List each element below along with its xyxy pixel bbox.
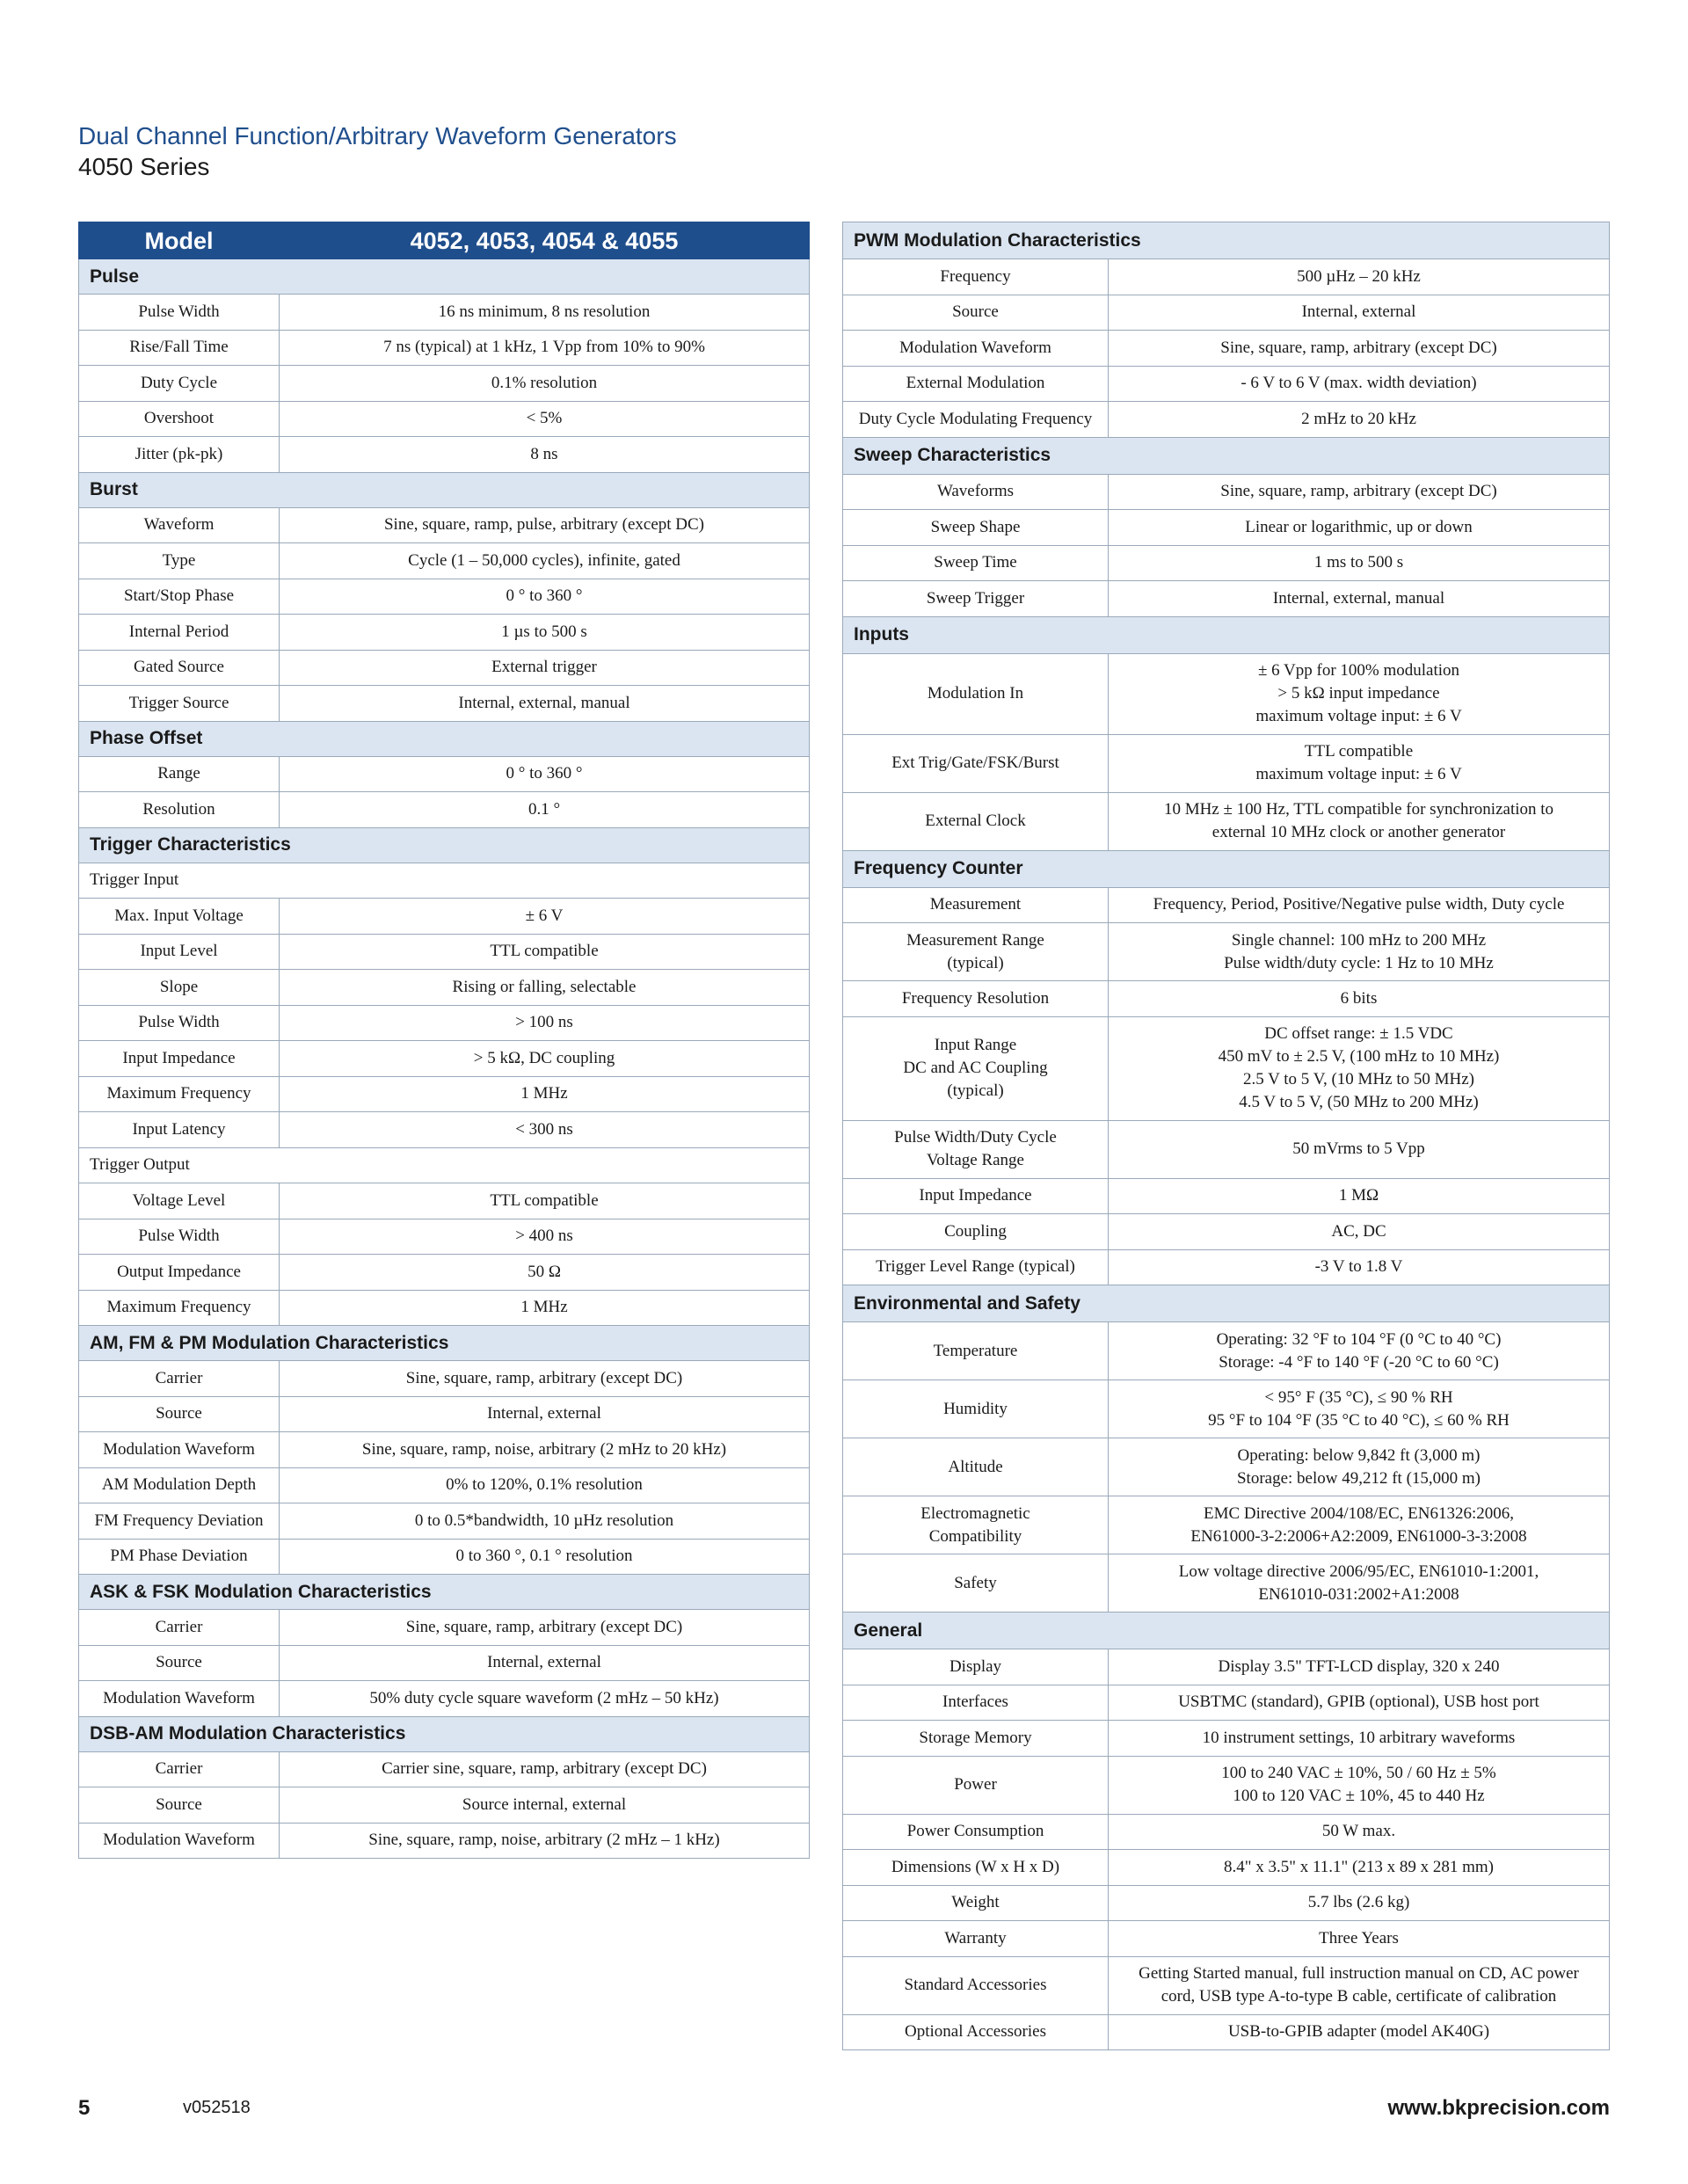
spec-row-type <box>79 543 810 579</box>
spec-row-overshoot <box>79 401 810 437</box>
spec-row-measurement-range-typical <box>843 923 1610 981</box>
spec-label: Electromagnetic Compatibility <box>843 1496 1109 1554</box>
spec-row-measurement <box>843 887 1610 923</box>
spec-label: Type <box>79 543 280 579</box>
spec-label: Weight <box>843 1885 1109 1921</box>
spec-row-source <box>79 1787 810 1824</box>
spec-row-am-modulation-depth <box>79 1467 810 1503</box>
spec-value: Internal, external, manual <box>1109 581 1610 617</box>
model-header-row <box>79 222 810 259</box>
spec-row-power <box>843 1756 1610 1814</box>
spec-row-resolution <box>79 792 810 828</box>
spec-label: Display <box>843 1649 1109 1685</box>
spec-label: Frequency <box>843 259 1109 295</box>
spec-label: Pulse Width/Duty Cycle Voltage Range <box>843 1120 1109 1178</box>
spec-row-electromagnetic-compatibility <box>843 1496 1610 1554</box>
section-header-environmental-and-safety <box>843 1285 1610 1322</box>
spec-row-external-clock <box>843 792 1610 850</box>
section-header-general <box>843 1613 1610 1649</box>
section-header-dsb-am-modulation-characteristics <box>79 1716 810 1751</box>
spec-value: Low voltage directive 2006/95/EC, EN61010-1:2001, EN61010-031:2002+A1:2008 <box>1109 1554 1610 1613</box>
spec-label: Overshoot <box>79 401 280 437</box>
spec-row-pulse-width <box>79 1005 810 1041</box>
spec-row-dimensions-w-x-h-x-d <box>843 1850 1610 1886</box>
spec-label: Power Consumption <box>843 1814 1109 1850</box>
section-header-pulse <box>79 259 810 295</box>
spec-label: Interfaces <box>843 1685 1109 1721</box>
spec-row-pulse-width-duty-cycle-voltage-range <box>843 1120 1610 1178</box>
spec-label: Ext Trig/Gate/FSK/Burst <box>843 734 1109 792</box>
spec-row-maximum-frequency <box>79 1076 810 1112</box>
model-value: 4052, 4053, 4054 & 4055 <box>280 222 810 259</box>
spec-value: 100 to 240 VAC ± 10%, 50 / 60 Hz ± 5% 100 to 120 VAC ± 10%, 45 to 440 Hz <box>1109 1756 1610 1814</box>
spec-value: Sine, square, ramp, arbitrary (except DC) <box>280 1610 810 1646</box>
spec-label: Carrier <box>79 1751 280 1787</box>
spec-row-carrier <box>79 1751 810 1787</box>
spec-label: Maximum Frequency <box>79 1290 280 1326</box>
section-header-am-fm-pm-modulation-characteristics <box>79 1326 810 1361</box>
spec-row-internal-period <box>79 615 810 651</box>
spec-label: Maximum Frequency <box>79 1076 280 1112</box>
model-label: Model <box>79 222 280 259</box>
spec-label: Storage Memory <box>843 1721 1109 1757</box>
spec-row-input-level <box>79 934 810 970</box>
spec-row-storage-memory <box>843 1721 1610 1757</box>
spec-row-power-consumption <box>843 1814 1610 1850</box>
spec-label: Sweep Time <box>843 545 1109 581</box>
spec-label: Trigger Source <box>79 686 280 722</box>
spec-label: Pulse Width <box>79 1219 280 1255</box>
spec-value: Sine, square, ramp, pulse, arbitrary (except DC) <box>280 507 810 543</box>
spec-row-jitter-pk-pk <box>79 437 810 473</box>
spec-value: 50 W max. <box>1109 1814 1610 1850</box>
spec-row-altitude <box>843 1438 1610 1496</box>
left-spec-column <box>78 222 810 1859</box>
spec-row-input-range-dc-and-ac-coupling-typical <box>843 1016 1610 1120</box>
spec-row-standard-accessories <box>843 1956 1610 2014</box>
spec-label: PM Phase Deviation <box>79 1539 280 1575</box>
section-header-ask-fsk-modulation-characteristics <box>79 1575 810 1610</box>
section-title: General <box>843 1613 1610 1649</box>
spec-row-input-latency <box>79 1112 810 1148</box>
spec-label: Duty Cycle Modulating Frequency <box>843 402 1109 438</box>
spec-value: Internal, external <box>280 1645 810 1681</box>
spec-row-waveforms <box>843 474 1610 510</box>
spec-value: AC, DC <box>1109 1214 1610 1250</box>
spec-row-ext-trig-gate-fsk-burst <box>843 734 1610 792</box>
spec-label: Resolution <box>79 792 280 828</box>
spec-value: > 400 ns <box>280 1219 810 1255</box>
spec-label: Trigger Level Range (typical) <box>843 1249 1109 1285</box>
spec-row-rise-fall-time <box>79 330 810 366</box>
spec-row-sweep-shape <box>843 510 1610 546</box>
spec-label: Frequency Resolution <box>843 981 1109 1017</box>
spec-value: Carrier sine, square, ramp, arbitrary (except DC) <box>280 1751 810 1787</box>
spec-value: 0.1 ° <box>280 792 810 828</box>
section-title: AM, FM & PM Modulation Characteristics <box>79 1326 810 1361</box>
spec-label: Standard Accessories <box>843 1956 1109 2014</box>
spec-row-safety <box>843 1554 1610 1613</box>
spec-row-source <box>79 1645 810 1681</box>
spec-row-max-input-voltage <box>79 899 810 935</box>
spec-value: ± 6 V <box>280 899 810 935</box>
spec-value: 0 to 360 °, 0.1 ° resolution <box>280 1539 810 1575</box>
spec-value: EMC Directive 2004/108/EC, EN61326:2006, EN61000-3-2:2006+A2:2009, EN61000-3-3:2008 <box>1109 1496 1610 1554</box>
spec-label: Modulation Waveform <box>79 1681 280 1717</box>
spec-value: Internal, external, manual <box>280 686 810 722</box>
spec-label: Duty Cycle <box>79 366 280 402</box>
spec-label: Altitude <box>843 1438 1109 1496</box>
spec-value: Sine, square, ramp, arbitrary (except DC) <box>280 1361 810 1397</box>
spec-value: 50% duty cycle square waveform (2 mHz – 50 kHz) <box>280 1681 810 1717</box>
website-url: www.bkprecision.com <box>1387 2096 1610 2120</box>
spec-label: Safety <box>843 1554 1109 1613</box>
spec-row-waveform <box>79 507 810 543</box>
spec-label: Measurement Range (typical) <box>843 923 1109 981</box>
spec-label: Modulation In <box>843 653 1109 734</box>
spec-value: Sine, square, ramp, arbitrary (except DC) <box>1109 474 1610 510</box>
spec-row-optional-accessories <box>843 2014 1610 2050</box>
spec-value: External trigger <box>280 650 810 686</box>
spec-value: -3 V to 1.8 V <box>1109 1249 1610 1285</box>
spec-row-sweep-trigger <box>843 581 1610 617</box>
spec-row-fm-frequency-deviation <box>79 1503 810 1540</box>
spec-value: Frequency, Period, Positive/Negative pulse width, Duty cycle <box>1109 887 1610 923</box>
spec-row-carrier <box>79 1361 810 1397</box>
section-title: DSB-AM Modulation Characteristics <box>79 1716 810 1751</box>
spec-row-frequency <box>843 259 1610 295</box>
spec-label: Max. Input Voltage <box>79 899 280 935</box>
spec-value: 0 to 0.5*bandwidth, 10 µHz resolution <box>280 1503 810 1540</box>
spec-value: 1 µs to 500 s <box>280 615 810 651</box>
spec-row-modulation-waveform <box>79 1681 810 1717</box>
page-title: Dual Channel Function/Arbitrary Waveform Generators <box>78 122 677 149</box>
spec-row-source <box>843 295 1610 331</box>
spec-value: TTL compatible <box>280 1183 810 1219</box>
spec-value: Rising or falling, selectable <box>280 970 810 1006</box>
spec-row-interfaces <box>843 1685 1610 1721</box>
spec-value: - 6 V to 6 V (max. width deviation) <box>1109 366 1610 402</box>
spec-value: 6 bits <box>1109 981 1610 1017</box>
spec-label: Internal Period <box>79 615 280 651</box>
section-title: Frequency Counter <box>843 850 1610 887</box>
spec-value: 0% to 120%, 0.1% resolution <box>280 1467 810 1503</box>
spec-row-frequency-resolution <box>843 981 1610 1017</box>
subsection-row-trigger-input <box>79 863 810 899</box>
spec-label: Input Range DC and AC Coupling (typical) <box>843 1016 1109 1120</box>
spec-label: FM Frequency Deviation <box>79 1503 280 1540</box>
spec-row-humidity <box>843 1380 1610 1438</box>
section-title: ASK & FSK Modulation Characteristics <box>79 1575 810 1610</box>
spec-label: Modulation Waveform <box>843 331 1109 367</box>
subsection-row-trigger-output <box>79 1147 810 1183</box>
spec-value: ± 6 Vpp for 100% modulation > 5 kΩ input impedance maximum voltage input: ± 6 V <box>1109 653 1610 734</box>
spec-label: Sweep Trigger <box>843 581 1109 617</box>
spec-label: Rise/Fall Time <box>79 330 280 366</box>
spec-value: Single channel: 100 mHz to 200 MHz Pulse width/duty cycle: 1 Hz to 10 MHz <box>1109 923 1610 981</box>
spec-row-weight <box>843 1885 1610 1921</box>
spec-label: Warranty <box>843 1921 1109 1957</box>
spec-value: < 5% <box>280 401 810 437</box>
spec-value: 7 ns (typical) at 1 kHz, 1 Vpp from 10% to 90% <box>280 330 810 366</box>
spec-value: Linear or logarithmic, up or down <box>1109 510 1610 546</box>
spec-label: Dimensions (W x H x D) <box>843 1850 1109 1886</box>
spec-value: 0 ° to 360 ° <box>280 579 810 615</box>
spec-row-modulation-waveform <box>79 1432 810 1468</box>
spec-label: Temperature <box>843 1322 1109 1380</box>
spec-label: Slope <box>79 970 280 1006</box>
spec-row-display <box>843 1649 1610 1685</box>
section-header-sweep-characteristics <box>843 437 1610 474</box>
spec-label: Carrier <box>79 1361 280 1397</box>
spec-row-output-impedance <box>79 1255 810 1291</box>
spec-label: External Modulation <box>843 366 1109 402</box>
spec-label: Modulation Waveform <box>79 1823 280 1859</box>
section-title: Burst <box>79 472 810 507</box>
spec-label: Input Latency <box>79 1112 280 1148</box>
spec-label: AM Modulation Depth <box>79 1467 280 1503</box>
section-title: Inputs <box>843 616 1610 653</box>
spec-value: 10 instrument settings, 10 arbitrary waveforms <box>1109 1721 1610 1757</box>
section-title: Trigger Characteristics <box>79 827 810 863</box>
section-title: Pulse <box>79 259 810 295</box>
spec-value: 0 ° to 360 ° <box>280 756 810 792</box>
spec-value: 5.7 lbs (2.6 kg) <box>1109 1885 1610 1921</box>
spec-label: Source <box>79 1787 280 1824</box>
subsection-label: Trigger Input <box>79 863 810 899</box>
left-spec-table <box>78 222 810 1859</box>
spec-label: Humidity <box>843 1380 1109 1438</box>
spec-value: 1 MΩ <box>1109 1178 1610 1214</box>
page-subtitle: 4050 Series <box>78 153 210 180</box>
spec-row-range <box>79 756 810 792</box>
spec-value: 0.1% resolution <box>280 366 810 402</box>
section-title: Sweep Characteristics <box>843 437 1610 474</box>
spec-row-modulation-waveform <box>843 331 1610 367</box>
spec-label: Waveform <box>79 507 280 543</box>
spec-row-source <box>79 1396 810 1432</box>
spec-value: Getting Started manual, full instruction manual on CD, AC power cord, USB type A-to-type B cable, certificate of calibration <box>1109 1956 1610 2014</box>
spec-label: Input Impedance <box>843 1178 1109 1214</box>
spec-value: Internal, external <box>1109 295 1610 331</box>
spec-value: Operating: 32 °F to 104 °F (0 °C to 40 °C) Storage: -4 °F to 140 °F (-20 °C to 60 °C) <box>1109 1322 1610 1380</box>
spec-value: Cycle (1 – 50,000 cycles), infinite, gated <box>280 543 810 579</box>
spec-value: 50 Ω <box>280 1255 810 1291</box>
spec-label: Modulation Waveform <box>79 1432 280 1468</box>
spec-label: Gated Source <box>79 650 280 686</box>
spec-row-modulation-in <box>843 653 1610 734</box>
spec-value: 16 ns minimum, 8 ns resolution <box>280 295 810 331</box>
spec-label: External Clock <box>843 792 1109 850</box>
spec-value: Source internal, external <box>280 1787 810 1824</box>
section-header-trigger-characteristics <box>79 827 810 863</box>
spec-row-pulse-width <box>79 1219 810 1255</box>
spec-label: Pulse Width <box>79 1005 280 1041</box>
section-header-frequency-counter <box>843 850 1610 887</box>
spec-row-modulation-waveform <box>79 1823 810 1859</box>
spec-label: Power <box>843 1756 1109 1814</box>
spec-label: Range <box>79 756 280 792</box>
section-title: PWM Modulation Characteristics <box>843 222 1610 259</box>
section-title: Environmental and Safety <box>843 1285 1610 1322</box>
spec-value: 8.4" x 3.5" x 11.1" (213 x 89 x 281 mm) <box>1109 1850 1610 1886</box>
spec-row-external-modulation <box>843 366 1610 402</box>
page-number: 5 <box>78 2096 91 2120</box>
spec-value: 1 MHz <box>280 1290 810 1326</box>
spec-label: Source <box>843 295 1109 331</box>
section-header-phase-offset <box>79 721 810 756</box>
spec-label: Pulse Width <box>79 295 280 331</box>
spec-row-pulse-width <box>79 295 810 331</box>
spec-label: Sweep Shape <box>843 510 1109 546</box>
spec-row-slope <box>79 970 810 1006</box>
spec-label: Source <box>79 1645 280 1681</box>
right-spec-body <box>843 222 1610 2050</box>
right-spec-table <box>842 222 1610 2050</box>
spec-value: Three Years <box>1109 1921 1610 1957</box>
spec-value: Operating: below 9,842 ft (3,000 m) Storage: below 49,212 ft (15,000 m) <box>1109 1438 1610 1496</box>
right-spec-column <box>842 222 1610 2050</box>
spec-value: TTL compatible maximum voltage input: ± 6 V <box>1109 734 1610 792</box>
spec-value: Display 3.5" TFT-LCD display, 320 x 240 <box>1109 1649 1610 1685</box>
spec-value: > 5 kΩ, DC coupling <box>280 1041 810 1077</box>
spec-row-sweep-time <box>843 545 1610 581</box>
spec-label: Voltage Level <box>79 1183 280 1219</box>
spec-value: DC offset range: ± 1.5 VDC 450 mV to ± 2.5 V, (100 mHz to 10 MHz) 2.5 V to 5 V, (10 MHz to 50 MHz) 4.5 V to 5 V, (50 MHz to 200 MHz) <box>1109 1016 1610 1120</box>
spec-value: > 100 ns <box>280 1005 810 1041</box>
spec-value: USB-to-GPIB adapter (model AK40G) <box>1109 2014 1610 2050</box>
spec-row-voltage-level <box>79 1183 810 1219</box>
spec-value: USBTMC (standard), GPIB (optional), USB host port <box>1109 1685 1610 1721</box>
spec-value: 1 MHz <box>280 1076 810 1112</box>
section-header-inputs <box>843 616 1610 653</box>
spec-value: Internal, external <box>280 1396 810 1432</box>
spec-value: Sine, square, ramp, noise, arbitrary (2 mHz to 20 kHz) <box>280 1432 810 1468</box>
spec-label: Optional Accessories <box>843 2014 1109 2050</box>
spec-label: Carrier <box>79 1610 280 1646</box>
spec-row-trigger-source <box>79 686 810 722</box>
spec-value: Sine, square, ramp, noise, arbitrary (2 mHz – 1 kHz) <box>280 1823 810 1859</box>
spec-value: 1 ms to 500 s <box>1109 545 1610 581</box>
section-title: Phase Offset <box>79 721 810 756</box>
spec-row-duty-cycle <box>79 366 810 402</box>
spec-row-input-impedance <box>843 1178 1610 1214</box>
spec-value: Sine, square, ramp, arbitrary (except DC) <box>1109 331 1610 367</box>
spec-row-warranty <box>843 1921 1610 1957</box>
spec-label: Waveforms <box>843 474 1109 510</box>
spec-value: TTL compatible <box>280 934 810 970</box>
section-header-pwm-modulation-characteristics <box>843 222 1610 259</box>
spec-row-start-stop-phase <box>79 579 810 615</box>
spec-row-coupling <box>843 1214 1610 1250</box>
document-version: v052518 <box>183 2098 251 2117</box>
spec-row-pm-phase-deviation <box>79 1539 810 1575</box>
spec-value: 50 mVrms to 5 Vpp <box>1109 1120 1610 1178</box>
spec-label: Input Level <box>79 934 280 970</box>
spec-value: 2 mHz to 20 kHz <box>1109 402 1610 438</box>
spec-label: Output Impedance <box>79 1255 280 1291</box>
spec-value: 10 MHz ± 100 Hz, TTL compatible for synchronization to external 10 MHz clock or another generator <box>1109 792 1610 850</box>
left-spec-body <box>79 259 810 1859</box>
spec-row-input-impedance <box>79 1041 810 1077</box>
spec-label: Source <box>79 1396 280 1432</box>
spec-label: Jitter (pk-pk) <box>79 437 280 473</box>
spec-row-gated-source <box>79 650 810 686</box>
spec-label: Coupling <box>843 1214 1109 1250</box>
spec-row-maximum-frequency <box>79 1290 810 1326</box>
spec-row-carrier <box>79 1610 810 1646</box>
subsection-label: Trigger Output <box>79 1147 810 1183</box>
spec-label: Input Impedance <box>79 1041 280 1077</box>
spec-value: < 300 ns <box>280 1112 810 1148</box>
spec-row-duty-cycle-modulating-frequency <box>843 402 1610 438</box>
spec-label: Start/Stop Phase <box>79 579 280 615</box>
section-header-burst <box>79 472 810 507</box>
spec-label: Measurement <box>843 887 1109 923</box>
spec-row-trigger-level-range-typical <box>843 1249 1610 1285</box>
spec-row-temperature <box>843 1322 1610 1380</box>
spec-value: < 95° F (35 °C), ≤ 90 % RH 95 °F to 104 °F (35 °C to 40 °C), ≤ 60 % RH <box>1109 1380 1610 1438</box>
spec-value: 500 µHz – 20 kHz <box>1109 259 1610 295</box>
spec-value: 8 ns <box>280 437 810 473</box>
